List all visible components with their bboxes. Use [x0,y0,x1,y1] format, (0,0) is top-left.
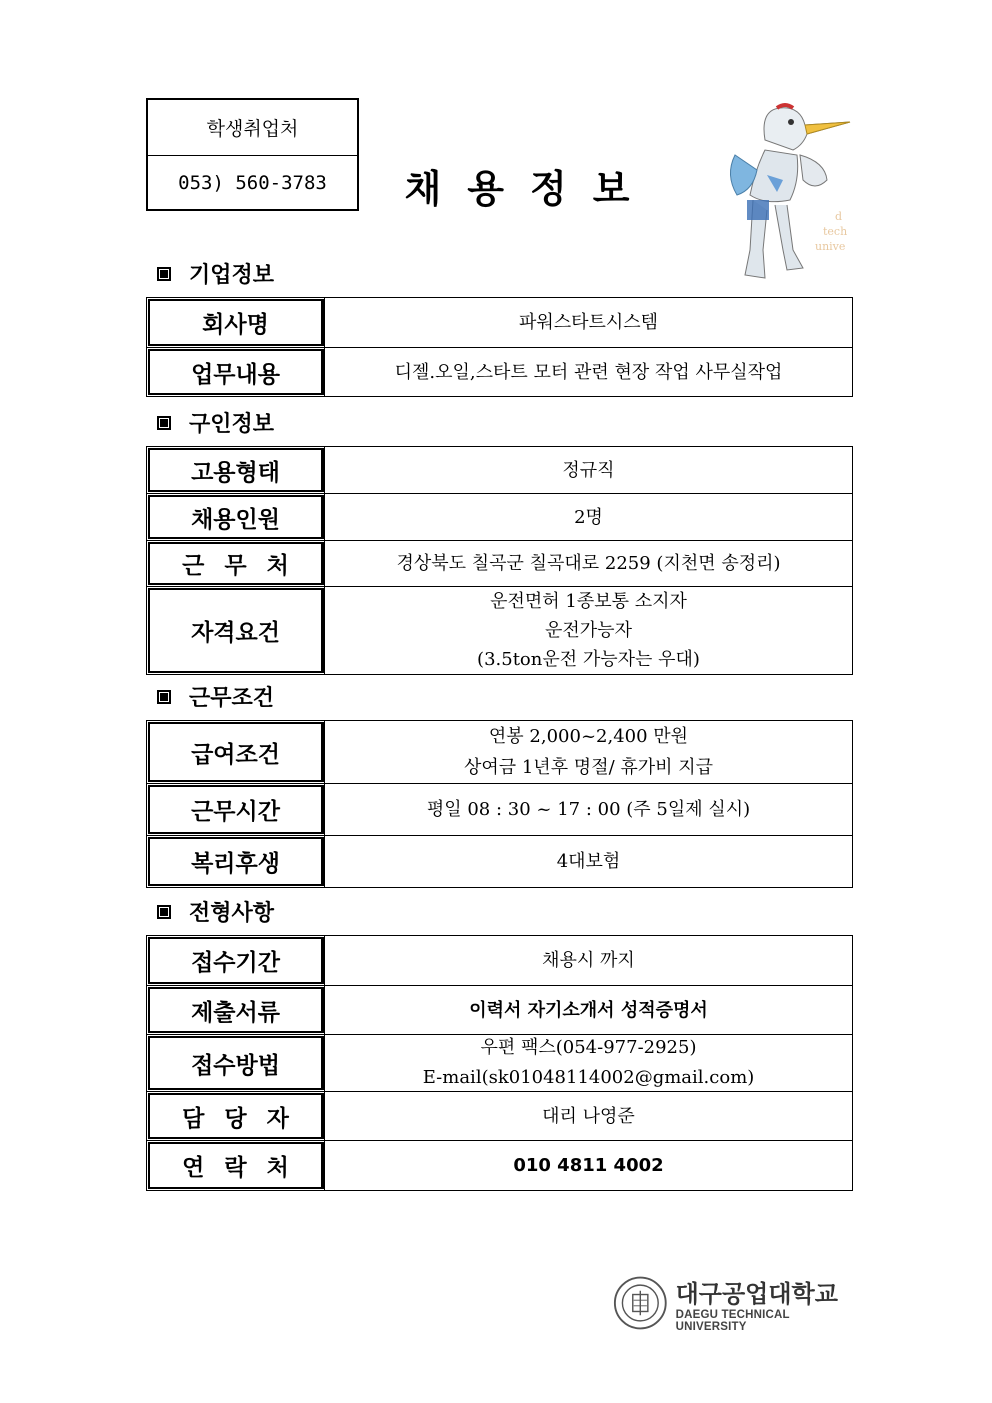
row-label: 근무처 [148,542,324,585]
row-label: 복리후생 [148,837,324,886]
value-line: 대리 나영준 [542,1105,635,1127]
value-line: 정규직 [562,459,615,481]
table-row [147,835,852,887]
value-line: 운전가능자 [545,620,632,641]
row-label: 연락처 [148,1142,324,1189]
company-info-table [146,297,853,397]
table-row [147,783,852,835]
svg-text:unive: unive [815,240,846,253]
mascot-crane-illustration [705,100,855,290]
university-name-kr: 대구공업대학교 [675,1279,838,1308]
university-seal-icon [613,1274,668,1332]
row-value [324,447,852,493]
table-row [147,347,852,396]
value-line: 이력서 자기소개서 성적증명서 [469,999,708,1021]
value-line: 운전면허 1종보통 소지자 [490,591,687,612]
value-line: 010 4811 4002 [513,1155,664,1176]
square-bullet-icon [157,267,171,281]
row-value [324,1141,852,1190]
section-heading-text: 근무조건 [189,685,275,711]
value-line: 디젤.오일,스타트 모터 관련 현장 작업 사무실작업 [394,361,783,383]
table-row [147,447,852,493]
square-bullet-icon [157,905,171,919]
row-label: 업무내용 [148,349,324,395]
university-name-block [676,1274,853,1333]
work-conditions-table [146,720,853,888]
table-row [147,1034,852,1091]
row-label: 근무시간 [148,785,324,834]
table-row [147,985,852,1034]
recruit-info-table [146,446,853,675]
section-heading-company [157,258,274,289]
table-row [147,1140,852,1190]
table-row [147,540,852,586]
table-row [147,936,852,985]
row-value [324,541,852,586]
row-label: 회사명 [148,299,324,346]
row-value [324,936,852,985]
section-heading-text: 구인정보 [189,411,275,437]
office-phone: 053) 560-3783 [148,155,357,210]
value-line: 연봉 2,000~2,400 만원 [488,726,689,747]
value-line: 평일 08 : 30 ~ 17 : 00 (주 5일제 실시) [426,799,751,820]
row-value [324,348,852,396]
square-bullet-icon [157,416,171,430]
row-value [324,494,852,540]
table-row [147,493,852,540]
section-heading-selection [157,896,274,927]
row-label: 담당자 [148,1093,324,1139]
university-logo [613,1272,853,1334]
section-heading-conditions [157,681,274,712]
section-heading-recruit [157,407,274,438]
row-value [324,784,852,835]
row-label: 채용인원 [148,495,324,539]
value-line: 상여금 1년후 명절/ 휴가비 지급 [463,757,714,778]
value-line: 4대보험 [556,851,621,872]
value-line: 2명 [574,506,603,528]
svg-text:d: d [835,210,843,223]
page-title: 채용정보 [404,167,656,211]
row-label: 급여조건 [148,722,324,782]
table-row [147,298,852,347]
value-line: (3.5ton운전 가능자는 우대) [477,649,700,670]
value-line: 파워스타트시스템 [518,312,659,333]
section-heading-text: 기업정보 [189,262,275,288]
selection-process-table [146,935,853,1191]
row-value [324,836,852,887]
row-label: 제출서류 [148,987,324,1033]
row-value [324,1092,852,1140]
row-label: 자격요건 [148,588,324,673]
svg-text:tech: tech [823,225,848,238]
row-value [324,986,852,1034]
value-line: 우편 팩스(054-977-2925) [480,1037,697,1058]
row-value [324,721,852,783]
office-contact-box [146,98,359,211]
section-heading-text: 전형사항 [189,900,275,926]
university-name-en: DAEGU TECHNICAL UNIVERSITY [675,1308,790,1333]
row-label: 접수기간 [148,937,324,984]
office-name: 학생취업처 [206,118,299,140]
row-value [324,298,852,347]
row-value [324,587,852,674]
row-value [324,1035,852,1091]
table-row [147,721,852,783]
value-line: 경상북도 칠곡군 칠곡대로 2259 (지천면 송정리) [396,553,781,574]
row-label: 접수방법 [148,1036,324,1090]
table-row [147,586,852,674]
value-line: E-mail(sk01048114002@gmail.com) [422,1067,755,1088]
square-bullet-icon [157,690,171,704]
value-line: 채용시 까지 [542,950,635,971]
row-label: 고용형태 [148,448,324,492]
table-row [147,1091,852,1140]
